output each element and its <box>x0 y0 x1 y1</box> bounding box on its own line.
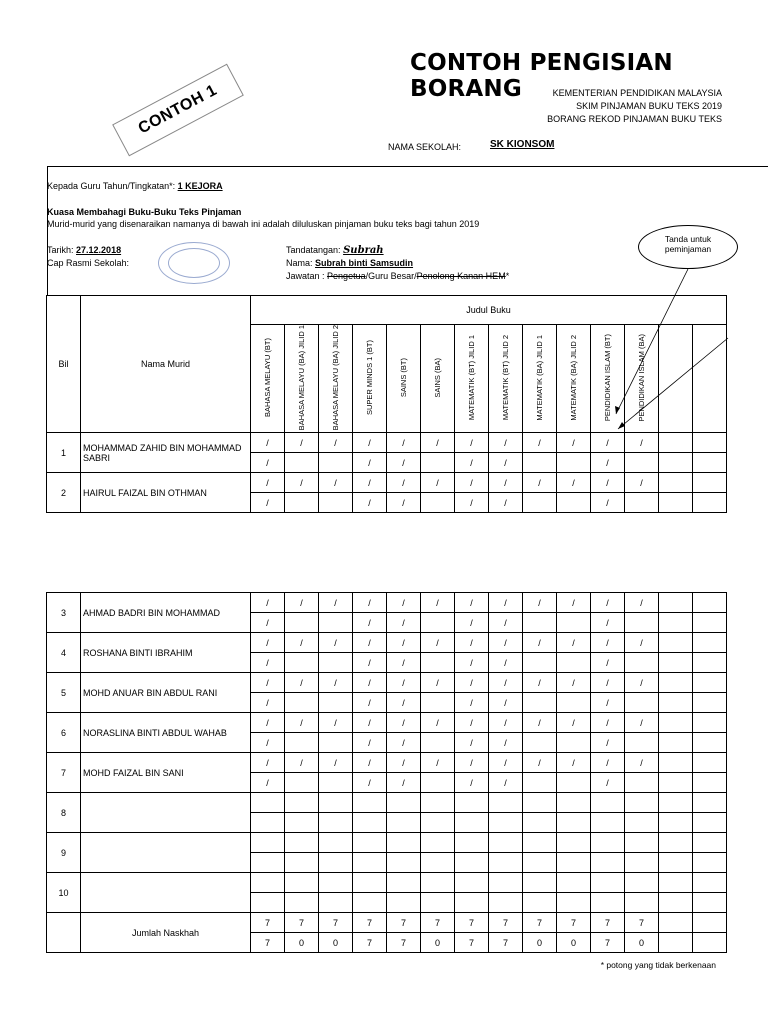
loan-mark: / <box>300 677 303 688</box>
loan-mark: / <box>368 777 371 788</box>
loan-mark: / <box>368 757 371 768</box>
officer-name-value: Subrah binti Samsudin <box>315 258 414 268</box>
date-value: 27.12.2018 <box>76 245 122 255</box>
officer-name-label: Nama: <box>286 258 313 268</box>
loan-mark: / <box>470 697 473 708</box>
loan-mark: / <box>640 677 643 688</box>
loan-mark: / <box>436 477 439 488</box>
loan-mark: / <box>538 597 541 608</box>
book-name: MATEMATIK (BT) JILID 1 <box>466 335 476 421</box>
loan-mark: / <box>470 597 473 608</box>
total-cell[interactable]: 7 <box>387 933 421 953</box>
loan-mark: / <box>402 657 405 668</box>
callout-arrow-1 <box>616 269 688 414</box>
loan-mark: / <box>606 757 609 768</box>
loan-mark: / <box>402 597 405 608</box>
loan-mark: / <box>368 677 371 688</box>
date-label: Tarikh: <box>47 245 74 255</box>
book-name: PENDIDIKAN ISLAM (BA) <box>636 333 646 422</box>
loan-mark: / <box>436 717 439 728</box>
loan-mark: / <box>368 657 371 668</box>
book-name: PENDIDIKAN ISLAM (BT) <box>602 334 612 422</box>
loan-mark: / <box>300 757 303 768</box>
loan-mark: / <box>402 637 405 648</box>
footnote: * potong yang tidak berkenaan <box>600 960 716 970</box>
loan-mark: / <box>368 477 371 488</box>
loan-mark: / <box>266 657 269 668</box>
scheme-line: SKIM PINJAMAN BUKU TEKS 2019 <box>576 101 722 111</box>
total-cell[interactable]: 0 <box>557 933 591 953</box>
total-cell[interactable]: 0 <box>625 933 659 953</box>
loan-mark: / <box>504 497 507 508</box>
loan-mark: / <box>368 617 371 628</box>
loan-mark: / <box>504 697 507 708</box>
loan-mark: / <box>402 457 405 468</box>
ministry-line: KEMENTERIAN PENDIDIKAN MALAYSIA <box>552 88 722 98</box>
student-number: 4 <box>47 633 81 673</box>
loan-mark: / <box>640 597 643 608</box>
loan-mark: / <box>640 437 643 448</box>
loan-mark: / <box>504 677 507 688</box>
total-cell[interactable]: 7 <box>557 913 591 933</box>
loan-mark: / <box>504 477 507 488</box>
book-name: BAHASA MELAYU (BA) JILID 2 <box>330 325 340 431</box>
book-name: SAINS (BA) <box>432 357 442 398</box>
loan-mark: / <box>572 597 575 608</box>
loan-mark: / <box>504 777 507 788</box>
total-cell[interactable]: 7 <box>421 913 455 933</box>
total-cell[interactable]: 7 <box>591 913 625 933</box>
loan-mark: / <box>606 437 609 448</box>
signature-value: Subrah <box>343 245 384 256</box>
book-name: BAHASA MELAYU (BT) <box>262 338 272 418</box>
loan-mark: / <box>368 637 371 648</box>
student-name: AHMAD BADRI BIN MOHAMMAD <box>81 593 251 633</box>
total-cell[interactable]: 7 <box>387 913 421 933</box>
callout-line-2: peminjaman <box>664 244 712 254</box>
loan-mark: / <box>572 717 575 728</box>
student-number: 2 <box>47 473 81 513</box>
loan-mark: / <box>266 617 269 628</box>
loan-mark: / <box>470 717 473 728</box>
total-cell[interactable]: 7 <box>523 913 557 933</box>
bil-header: Bil <box>47 296 81 433</box>
student-number: 1 <box>47 433 81 473</box>
student-number: 6 <box>47 713 81 753</box>
loan-mark: / <box>572 757 575 768</box>
loan-mark: / <box>334 677 337 688</box>
loan-mark: / <box>300 717 303 728</box>
loan-mark: / <box>470 757 473 768</box>
loan-mark: / <box>334 717 337 728</box>
student-number: 3 <box>47 593 81 633</box>
loan-mark: / <box>368 737 371 748</box>
student-number: 8 <box>47 793 81 833</box>
student-number: 5 <box>47 673 81 713</box>
loan-mark: / <box>266 757 269 768</box>
loan-mark: / <box>402 617 405 628</box>
signature-label: Tandatangan: <box>286 245 341 255</box>
student-name: NORASLINA BINTI ABDUL WAHAB <box>81 713 251 753</box>
total-cell[interactable]: 0 <box>421 933 455 953</box>
school-label: NAMA SEKOLAH: <box>388 142 462 152</box>
loan-mark: / <box>504 457 507 468</box>
loan-mark: / <box>300 597 303 608</box>
loan-mark: / <box>436 637 439 648</box>
callout-arrowhead-2 <box>618 422 625 429</box>
loan-mark: / <box>470 477 473 488</box>
position-struck-1: Pengetua <box>327 271 366 281</box>
student-name: ROSHANA BINTI IBRAHIM <box>81 633 251 673</box>
loan-mark: / <box>640 637 643 648</box>
loan-mark: / <box>402 737 405 748</box>
loan-mark: / <box>266 477 269 488</box>
student-name: MOHD FAIZAL BIN SANI <box>81 753 251 793</box>
total-cell[interactable]: 7 <box>285 913 319 933</box>
total-cell[interactable]: 7 <box>251 933 285 953</box>
loan-mark: / <box>470 637 473 648</box>
teacher-label: Kepada Guru Tahun/Tingkatan*: <box>47 181 176 191</box>
loan-mark: / <box>470 457 473 468</box>
student-name: MOHAMMAD ZAHID BIN MOHAMMAD SABRI <box>81 433 251 473</box>
loan-mark: / <box>504 597 507 608</box>
loan-mark: / <box>334 597 337 608</box>
loan-mark: / <box>606 597 609 608</box>
loan-mark: / <box>572 437 575 448</box>
loan-mark: / <box>606 717 609 728</box>
book-name: MATEMATIK (BA) JILID 1 <box>534 334 544 421</box>
book-name: MATEMATIK (BA) JILID 2 <box>568 334 578 421</box>
student-number: 7 <box>47 753 81 793</box>
loan-mark: / <box>538 757 541 768</box>
loan-mark: / <box>640 757 643 768</box>
position-struck-2: Penolong Kanan HEM <box>416 271 506 281</box>
loan-mark: / <box>436 677 439 688</box>
loan-mark: / <box>300 437 303 448</box>
loan-mark: / <box>402 717 405 728</box>
loan-mark: / <box>266 437 269 448</box>
loan-mark: / <box>266 597 269 608</box>
loan-mark: / <box>538 677 541 688</box>
total-cell[interactable]: 7 <box>489 913 523 933</box>
authority-title: Kuasa Membahagi Buku-Buku Teks Pinjaman <box>47 207 242 217</box>
loan-mark: / <box>606 737 609 748</box>
book-title-header: Judul Buku <box>251 296 727 325</box>
loan-mark: / <box>504 737 507 748</box>
loan-mark: / <box>368 457 371 468</box>
book-name: MATEMATIK (BT) JILID 2 <box>500 335 510 421</box>
total-label: Jumlah Naskhah <box>81 913 251 953</box>
loan-mark: / <box>402 697 405 708</box>
loan-mark: / <box>504 657 507 668</box>
loan-mark: / <box>368 497 371 508</box>
seal-label: Cap Rasmi Sekolah: <box>47 258 130 268</box>
loan-mark: / <box>266 637 269 648</box>
loan-mark: / <box>402 477 405 488</box>
loan-mark: / <box>368 597 371 608</box>
loan-mark: / <box>606 697 609 708</box>
total-cell[interactable]: 7 <box>353 913 387 933</box>
page-title: CONTOH PENGISIAN BORANG <box>410 50 673 102</box>
loan-mark: / <box>334 437 337 448</box>
loan-mark: / <box>436 437 439 448</box>
loan-mark: / <box>606 617 609 628</box>
loan-mark: / <box>606 677 609 688</box>
loan-mark: / <box>402 497 405 508</box>
total-cell[interactable]: 7 <box>455 913 489 933</box>
total-cell[interactable]: 7 <box>251 913 285 933</box>
loan-mark: / <box>266 717 269 728</box>
loan-mark: / <box>266 697 269 708</box>
loan-mark: / <box>572 677 575 688</box>
loan-mark: / <box>606 657 609 668</box>
total-cell[interactable]: 0 <box>319 933 353 953</box>
total-cell[interactable]: 7 <box>319 913 353 933</box>
loan-mark: / <box>266 497 269 508</box>
student-number: 9 <box>47 833 81 873</box>
loan-mark: / <box>402 677 405 688</box>
total-cell[interactable]: 7 <box>353 933 387 953</box>
loan-mark: / <box>606 477 609 488</box>
loan-mark: / <box>538 637 541 648</box>
loan-mark: / <box>470 677 473 688</box>
loan-mark: / <box>538 437 541 448</box>
position-label: Jawatan : <box>286 271 325 281</box>
loan-mark: / <box>504 637 507 648</box>
class-name: 1 KEJORA <box>177 181 223 191</box>
student-name: MOHD ANUAR BIN ABDUL RANI <box>81 673 251 713</box>
loan-mark: / <box>470 497 473 508</box>
form-title-line: BORANG REKOD PINJAMAN BUKU TEKS <box>547 114 722 124</box>
loan-mark: / <box>266 677 269 688</box>
loan-mark: / <box>470 657 473 668</box>
loan-mark: / <box>504 617 507 628</box>
loan-mark: / <box>538 717 541 728</box>
loan-mark: / <box>402 437 405 448</box>
position-selected: /Guru Besar/ <box>365 271 417 281</box>
example-stamp-label: CONTOH 1 <box>135 81 220 138</box>
loan-mark: / <box>300 637 303 648</box>
loan-mark: / <box>470 617 473 628</box>
loan-mark: / <box>436 757 439 768</box>
loan-mark: / <box>606 637 609 648</box>
student-name: HAIRUL FAIZAL BIN OTHMAN <box>81 473 251 513</box>
loan-mark: / <box>504 437 507 448</box>
loan-mark: / <box>334 637 337 648</box>
student-number: 10 <box>47 873 81 913</box>
book-name: SAINS (BT) <box>398 358 408 398</box>
total-cell[interactable]: 7 <box>591 933 625 953</box>
loan-mark: / <box>368 697 371 708</box>
loan-mark: / <box>470 737 473 748</box>
loan-mark: / <box>368 437 371 448</box>
position-asterisk: * <box>505 271 510 281</box>
loan-mark: / <box>640 477 643 488</box>
book-name: BAHASA MELAYU (BA) JILID 1 <box>296 325 306 431</box>
total-cell[interactable]: 0 <box>285 933 319 953</box>
total-cell[interactable]: 7 <box>625 913 659 933</box>
loan-mark: / <box>606 457 609 468</box>
loan-mark: / <box>266 777 269 788</box>
loan-mark: / <box>334 757 337 768</box>
loan-mark: / <box>640 717 643 728</box>
loan-mark: / <box>402 777 405 788</box>
callout-line-1: Tanda untuk <box>664 234 712 244</box>
authority-description: Murid-murid yang disenaraikan namanya di bawah ini adalah diluluskan pinjaman buku teks bagi tahun 2019 <box>47 219 480 229</box>
total-cell[interactable]: 0 <box>523 933 557 953</box>
loan-mark: / <box>572 477 575 488</box>
loan-mark: / <box>606 777 609 788</box>
book-name: SUPER MINDS 1 (BT) <box>364 340 374 416</box>
school-name: SK KIONSOM <box>490 139 555 150</box>
loan-mark: / <box>266 457 269 468</box>
loan-mark: / <box>368 717 371 728</box>
loan-mark: / <box>300 477 303 488</box>
callout-arrow-2 <box>618 338 728 429</box>
loan-mark: / <box>504 717 507 728</box>
loan-mark: / <box>470 437 473 448</box>
loan-mark: / <box>572 637 575 648</box>
total-cell[interactable]: 7 <box>455 933 489 953</box>
loan-mark: / <box>470 777 473 788</box>
name-header: Nama Murid <box>81 296 251 433</box>
loan-mark: / <box>402 757 405 768</box>
loan-mark: / <box>504 757 507 768</box>
loan-mark: / <box>266 737 269 748</box>
loan-mark: / <box>538 477 541 488</box>
loan-mark: / <box>606 497 609 508</box>
loan-mark: / <box>334 477 337 488</box>
loan-mark: / <box>436 597 439 608</box>
total-cell[interactable]: 7 <box>489 933 523 953</box>
